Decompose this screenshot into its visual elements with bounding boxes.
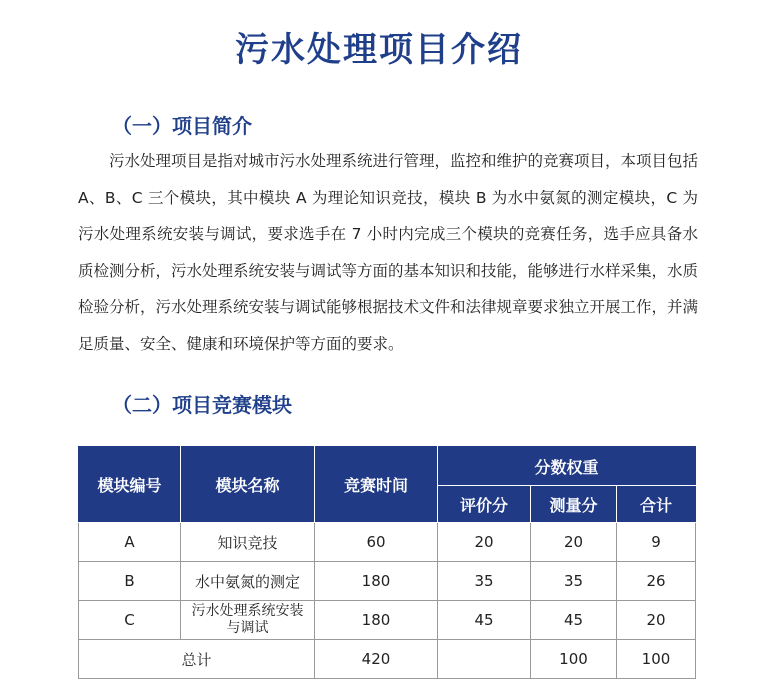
cell-module-name-line2: 与调试 [226,620,269,636]
page-title: 污水处理项目介绍 [235,30,523,70]
cell-measure: 20 [531,523,617,562]
cell-total: 20 [617,601,696,640]
table-row [79,523,696,562]
summary-total: 100 [617,640,696,679]
summary-label: 总计 [79,640,315,679]
cell-time: 180 [315,601,438,640]
section-heading-intro: （一）项目简介 [112,114,252,138]
cell-module-name: 知识竞技 [181,523,315,562]
cell-total: 9 [617,523,696,562]
cell-module-id: A [79,523,181,562]
header-time: 竞赛时间 [315,447,438,523]
header-module-id: 模块编号 [79,447,181,523]
cell-module-name [181,601,315,640]
modules-table [78,446,696,679]
cell-eval: 20 [438,523,531,562]
cell-module-id: C [79,601,181,640]
cell-measure: 35 [531,562,617,601]
cell-measure: 45 [531,601,617,640]
table-header-row [79,447,696,486]
header-total: 合计 [617,486,696,523]
cell-module-name: 水中氨氮的测定 [181,562,315,601]
header-eval: 评价分 [438,486,531,523]
section-heading-modules: （二）项目竞赛模块 [112,393,292,417]
header-measure: 测量分 [531,486,617,523]
summary-time: 420 [315,640,438,679]
table-row [79,601,696,640]
cell-time: 180 [315,562,438,601]
cell-eval: 35 [438,562,531,601]
cell-time: 60 [315,523,438,562]
cell-module-id: B [79,562,181,601]
table-summary-row [79,640,696,679]
summary-measure: 100 [531,640,617,679]
summary-eval [438,640,531,679]
cell-module-name-line1: 污水处理系统安装 [191,603,304,619]
intro-paragraph: 污水处理项目是指对城市污水处理系统进行管理，监控和维护的竞赛项目，本项目包括 A、B、C 三个模块，其中模块 A 为理论知识竞技，模块 B 为水中氨氮的测定模块，C 为污水处理系统安装与调试，要求选手在 7 小时内完成三个模块的竞赛任务，选手应具备水质检测分析，污水处理系统安装与调试等方面的基本知识和技能，能够进行水样采集，水质检验分析，污水处理系统安装与调试能够根据技术文件和法律规章要求独立开展工作，并满足质量、安全、健康和环境保护等方面的要求。 [78,152,699,353]
table-row [79,562,696,601]
header-module-name: 模块名称 [181,447,315,523]
cell-total: 26 [617,562,696,601]
header-weight: 分数权重 [438,447,696,486]
cell-eval: 45 [438,601,531,640]
